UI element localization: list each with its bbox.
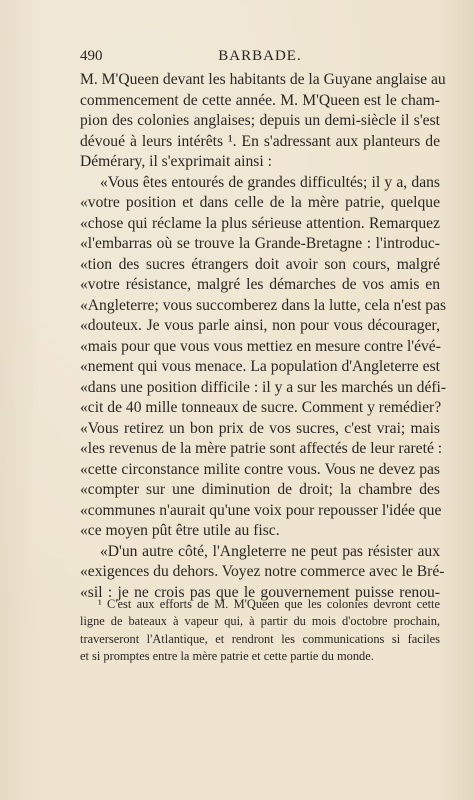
footnote-line: ¹ C'est aux efforts de M. M'Queen que les colonies devront cette <box>98 597 440 611</box>
footnote-line: et si promptes entre la mère patrie et cette partie du monde. <box>80 649 374 664</box>
text-line: «communes n'aurait qu'une voix pour repousser l'idée que <box>80 501 442 519</box>
page-number: 490 <box>80 48 103 64</box>
text-line: «Angleterre; vous succomberez dans la lutte, cela n'est pas <box>80 296 447 314</box>
text-line: pion des colonies anglaises; depuis un demi-siècle il s'est <box>80 112 440 129</box>
text-line: «l'embarras où se trouve la Grande-Bretagne : l'introduc- <box>80 235 440 252</box>
text-line: «cette circonstance milite contre vous. Vous ne devez pas <box>80 460 440 478</box>
text-line: «votre position et dans celle de la mère patrie, quelque <box>80 194 440 211</box>
footnote-line: traverseront l'Atlantique, et rendront les communications si faciles <box>80 631 440 646</box>
text-line: «tion des sucres étrangers doit avoir son cours, malgré <box>80 255 440 273</box>
text-line: «mais pour que vous vous mettiez en mesure contre l'évé- <box>80 337 441 355</box>
running-title: BARBADE. <box>218 48 302 64</box>
text-line: dévoué à leurs intérêts ¹. En s'adressant aux planteurs de <box>80 132 440 150</box>
text-line: «chose qui réclame la plus sérieuse attention. Remarquez <box>80 214 440 232</box>
text-line: Démérary, il s'exprimait ainsi : <box>80 153 272 170</box>
text-line: «sil : je ne crois pas que le gouvernement puisse renou- <box>80 583 440 601</box>
main-text <box>80 70 447 603</box>
text-line: «Vous êtes entourés de grandes difficultés; il y a, dans <box>100 173 440 191</box>
text-line: «les revenus de la mère patrie sont affectés de leur rareté : <box>80 440 443 457</box>
text-line: «nement qui vous menace. La population d'Angleterre est <box>80 358 440 375</box>
text-line: «cit de 40 mille tonneaux de sucre. Comment y remédier? <box>80 399 442 416</box>
text-line: commencement de cette année. M. M'Queen est le cham- <box>80 91 440 109</box>
text-line: «dans une position difficile : il y a sur les marchés un défi- <box>80 378 447 396</box>
text-line: «votre résistance, malgré les démarches de vos amis en <box>80 276 440 293</box>
text-line: «ce moyen pût être utile au fisc. <box>80 522 280 539</box>
text-line: M. M'Queen devant les habitants de la Guyane anglaise au <box>80 71 446 88</box>
text-line: «Vous retirez un bon prix de vos sucres, c'est vrai; mais <box>80 419 440 437</box>
footnote-line: ligne de bateaux à vapeur qui, à partir du mois d'octobre prochain, <box>80 614 440 629</box>
footnote <box>80 596 440 666</box>
text-line: «compter sur une diminution de droit; la chambre des <box>80 481 440 498</box>
text-line: «douteux. Je vous parle ainsi, non pour vous décourager, <box>80 317 440 334</box>
text-line: «D'un autre côté, l'Angleterre ne peut pas résister aux <box>100 542 440 560</box>
page-header <box>80 48 440 68</box>
text-line: «exigences du dehors. Voyez notre commerce avec le Bré- <box>80 563 445 580</box>
